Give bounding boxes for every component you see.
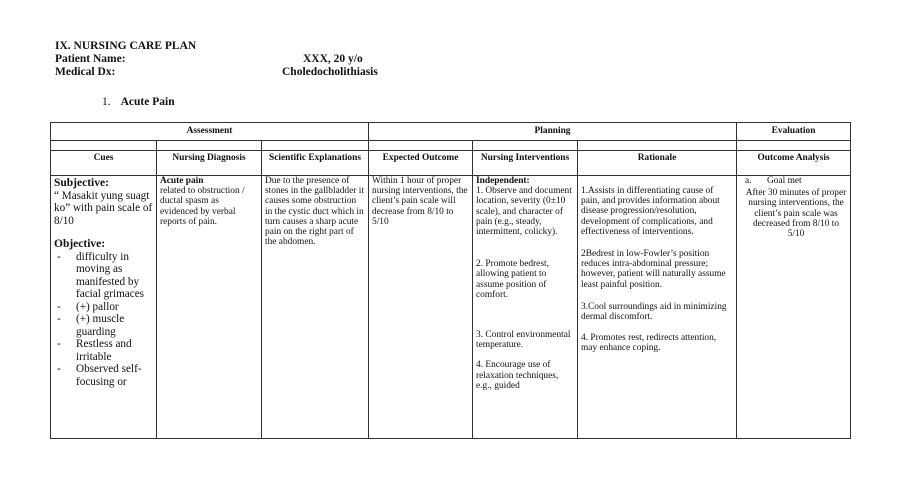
rationale-item: 2Bedrest in low-Fowler’s position reduces intra-abdominal pressure; however, patient will naturally assume least painful position. bbox=[581, 249, 726, 290]
blank-cell bbox=[262, 141, 369, 151]
objective-item: - Observed self-focusing or bbox=[54, 363, 153, 388]
intervention-item: 3. Control environmental temperature. bbox=[476, 330, 571, 351]
interventions-cell bbox=[473, 176, 578, 439]
objective-item: - (+) pallor bbox=[54, 301, 153, 314]
diagnosis-cell bbox=[157, 176, 262, 439]
col-cues: Cues bbox=[51, 151, 157, 176]
goal-marker: a. bbox=[745, 176, 752, 186]
col-scientific: Scientific Explanations bbox=[262, 151, 369, 176]
objective-item: - Restless and irritable bbox=[54, 338, 153, 363]
blank-cell bbox=[51, 141, 157, 151]
intervention-item: 2. Promote bedrest, allowing patient to assume position of comfort. bbox=[476, 259, 549, 300]
objective-list bbox=[54, 251, 153, 389]
patient-name-label: Patient Name: bbox=[55, 53, 126, 65]
problem-number: 1. bbox=[102, 96, 111, 108]
col-diagnosis: Nursing Diagnosis bbox=[157, 151, 262, 176]
section-evaluation: Evaluation bbox=[737, 123, 851, 141]
cues-cell bbox=[51, 176, 157, 439]
col-interventions: Nursing Interventions bbox=[473, 151, 578, 176]
care-plan-table bbox=[50, 122, 851, 439]
medical-dx-label: Medical Dx: bbox=[55, 66, 116, 78]
goal-text: Goal met bbox=[767, 176, 802, 186]
intervention-item: 4. Encourage use of relaxation techniques, e.g., guided bbox=[476, 360, 559, 391]
objective-item: - (+) muscle guarding bbox=[54, 313, 153, 338]
blank-cell bbox=[473, 141, 578, 151]
evaluation-cell bbox=[737, 176, 851, 439]
evaluation-text: After 30 minutes of proper nursing interventions, the client’s pain scale was decreased from 8/10 to 5/10 bbox=[745, 188, 847, 240]
problem-heading bbox=[102, 96, 175, 108]
care-plan-title: IX. NURSING CARE PLAN bbox=[55, 40, 197, 52]
medical-dx-value: Choledocholithiasis bbox=[282, 66, 378, 78]
subjective-text: “ Masakit yung suagt ko” with pain scale of 8/10 bbox=[54, 189, 153, 227]
section-planning: Planning bbox=[369, 123, 737, 141]
patient-name-value: XXX, 20 y/o bbox=[303, 53, 363, 65]
blank-cell bbox=[369, 141, 473, 151]
scientific-cell: Due to the presence of stones in the gallbladder it causes some obstruction in the cystic duct which in turn causes a sharp acute pain on the right part of the abdomen. bbox=[262, 176, 369, 439]
col-analysis: Outcome Analysis bbox=[737, 151, 851, 176]
subjective-label: Subjective: bbox=[54, 177, 109, 189]
blank-cell bbox=[737, 141, 851, 151]
problem-label: Acute Pain bbox=[120, 96, 175, 108]
interventions-title: Independent: bbox=[476, 176, 530, 186]
intervention-item: 1. Observe and document location, severity (0±10 scale), and character of pain (e.g., steady, intermittent, colicky). bbox=[476, 186, 572, 238]
rationale-item: 3.Cool surroundings aid in minimizing dermal discomfort. bbox=[581, 301, 727, 323]
diagnosis-title: Acute pain bbox=[160, 176, 204, 186]
col-rationale: Rationale bbox=[578, 151, 737, 176]
col-outcome: Expected Outcome bbox=[369, 151, 473, 176]
outcome-cell: Within 1 hour of proper nursing interventions, the client’s pain scale will decrease from 8/10 to 5/10 bbox=[369, 176, 473, 439]
rationale-item: 1.Assists in differentiating cause of pain, and provides information about disease progression/resolution, development of complications, and effectiveness of interventions. bbox=[581, 186, 720, 237]
objective-item: - difficulty in moving as manifested by facial grimaces bbox=[54, 251, 153, 301]
blank-cell bbox=[157, 141, 262, 151]
goal-status bbox=[745, 176, 847, 186]
section-assessment: Assessment bbox=[51, 123, 369, 141]
diagnosis-text: related to obstruction / ductal spasm as evidenced by verbal reports of pain. bbox=[160, 186, 245, 227]
rationale-cell bbox=[578, 176, 737, 439]
rationale-item: 4. Promotes rest, redirects attention, may enhance coping. bbox=[581, 333, 717, 354]
blank-cell bbox=[578, 141, 737, 151]
objective-label: Objective: bbox=[54, 238, 106, 250]
